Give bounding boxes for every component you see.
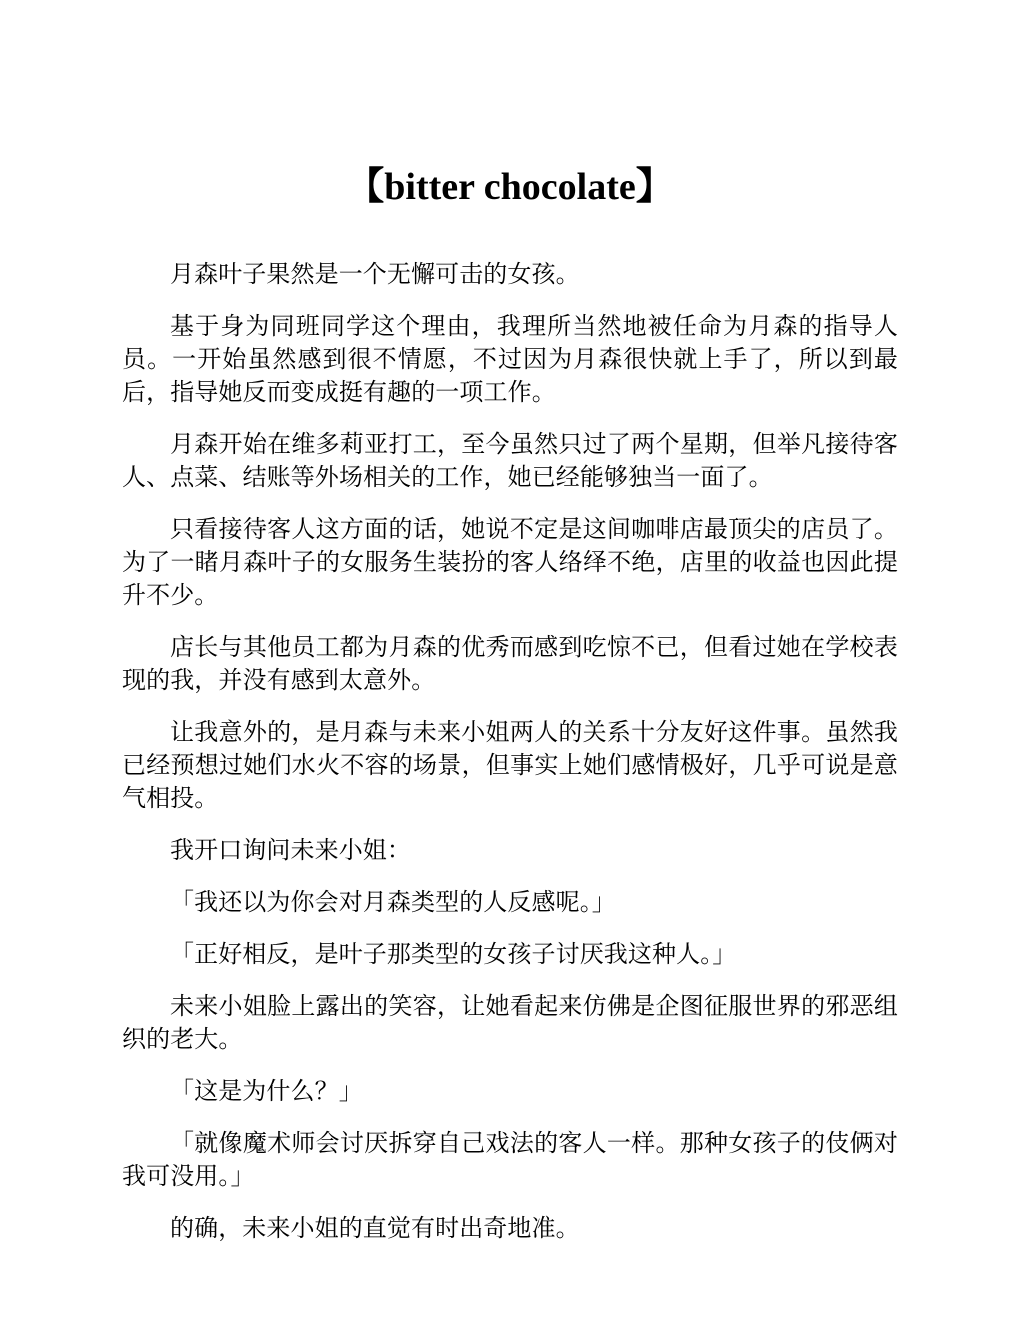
paragraph: 让我意外的，是月森与未来小姐两人的关系十分友好这件事。虽然我已经预想过她们水火不容的场景，但事实上她们感情极好，几乎可说是意气相投。	[122, 718, 898, 812]
dialogue-line: 「正好相反，是叶子那类型的女孩子讨厌我这种人。」	[170, 940, 737, 968]
paragraph: 我开口询问未来小姐：	[170, 836, 411, 864]
paragraph: 未来小姐脸上露出的笑容，让她看起来仿佛是企图征服世界的邪恶组织的老大。	[122, 992, 898, 1053]
body-text	[122, 258, 898, 1264]
dialogue-line: 「这是为什么？」	[170, 1077, 363, 1105]
paragraph: 基于身为同班同学这个理由，我理所当然地被任命为月森的指导人员。一开始虽然感到很不情愿，不过因为月森很快就上手了，所以到最后，指导她反而变成挺有趣的一项工作。	[122, 312, 898, 406]
paragraph: 的确，未来小姐的直觉有时出奇地准。	[170, 1214, 580, 1242]
paragraph: 月森叶子果然是一个无懈可击的女孩。	[170, 260, 580, 288]
dialogue-line: 「就像魔术师会讨厌拆穿自己戏法的客人一样。那种女孩子的伎俩对我可没用。」	[122, 1129, 898, 1190]
chapter-title: 【bitter chocolate】	[346, 166, 674, 208]
dialogue-line: 「我还以为你会对月森类型的人反感呢。」	[170, 888, 616, 916]
paragraph: 月森开始在维多莉亚打工，至今虽然只过了两个星期，但举凡接待客人、点菜、结账等外场相关的工作，她已经能够独当一面了。	[122, 430, 898, 491]
paragraph: 只看接待客人这方面的话，她说不定是这间咖啡店最顶尖的店员了。为了一睹月森叶子的女服务生装扮的客人络绎不绝，店里的收益也因此提升不少。	[122, 515, 898, 609]
paragraph: 店长与其他员工都为月森的优秀而感到吃惊不已，但看过她在学校表现的我，并没有感到太意外。	[122, 633, 898, 694]
